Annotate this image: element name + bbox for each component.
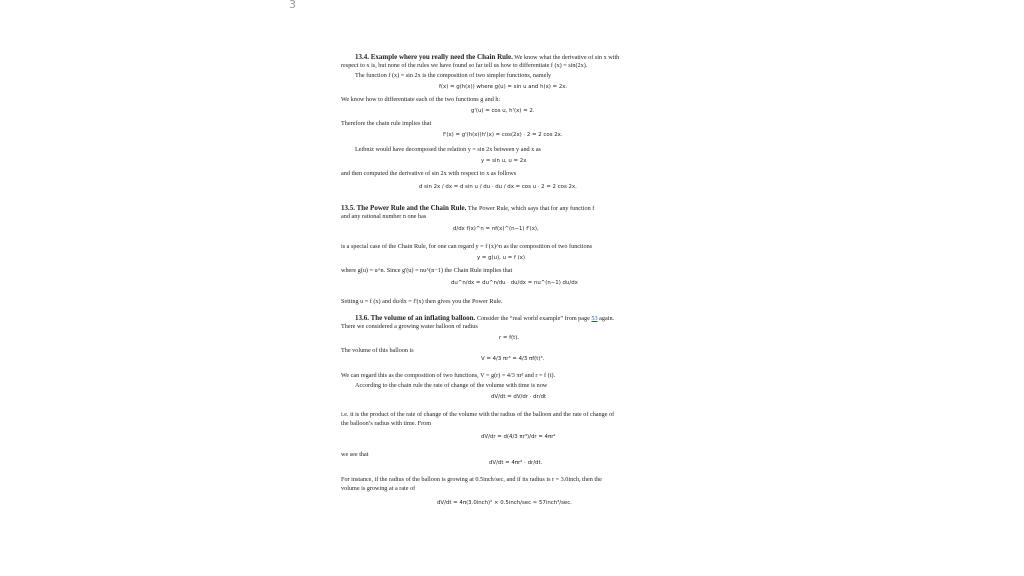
equation: y = g(u), u = f (x) — [477, 255, 525, 261]
text-line: Leibniz would have decomposed the relation y = sin 2x between y and x as — [355, 146, 541, 153]
text-line: is a special case of the Chain Rule, for one can regard y = f (x)^n as the composition of two functions — [341, 243, 593, 250]
equation: f'(x) = g'(h(x))h'(x) = cos(2x) · 2 = 2 cos 2x. — [443, 132, 563, 138]
text-line: According to the chain rule the rate of change of the volume with time is now — [355, 382, 548, 389]
text-line: The function f (x) = sin 2x is the composition of two simpler functions, namely — [355, 72, 552, 79]
text-line: the balloon’s radius with time. From — [341, 420, 432, 427]
section-heading: 13.6. The volume of an inflating balloon. — [355, 314, 476, 322]
page-reference-link[interactable]: 53 — [591, 315, 598, 322]
text-line: We know how to differentiate each of the two functions g and h: — [341, 96, 501, 103]
section-13-5-paragraph — [341, 204, 594, 213]
equation: dV/dt = 4π(3.0inch)² × 0.5inch/sec ≈ 57inch³/sec. — [437, 500, 572, 506]
equation: r = f(t). — [499, 335, 520, 341]
section-heading: 13.5. The Power Rule and the Chain Rule. — [341, 204, 467, 212]
text-line: respect to x is, but none of the rules we have found so far tell us how to differentiate f (x) = sin(2x). — [341, 62, 588, 69]
text-line: Consider the “real world example” from page — [476, 315, 592, 322]
page-number: 3 — [289, 0, 296, 11]
text-line: We can regard this as the composition of two functions, V = g(r) = 4/3 πr³ and r = f (t). — [341, 372, 556, 379]
text-line: and then computed the derivative of sin 2x with respect to x as follows — [341, 170, 517, 177]
text-line: we see that — [341, 451, 369, 458]
section-13-4-paragraph — [355, 53, 619, 62]
equation: V = 4/3 πr³ = 4/3 πf(t)³. — [481, 356, 545, 362]
equation: dV/dt = dV/dr · dr/dt — [491, 394, 547, 400]
text-line: We know what the derivative of sin x with — [514, 54, 620, 61]
text-line: For instance, if the radius of the balloon is growing at 0.5inch/sec, and if its radius is r = 3.0inch, then the — [341, 476, 602, 483]
equation: f(x) = g(h(x)) where g(u) = sin u and h(x) = 2x. — [439, 84, 568, 90]
equation: d/dx f(x)^n = nf(x)^(n−1) f'(x), — [453, 226, 539, 232]
equation: g'(u) = cos u, h'(x) = 2. — [471, 108, 535, 114]
text-line: Setting u = f (x) and du/dx = f'(x) then gives you the Power Rule. — [341, 298, 503, 305]
text-line: again. — [597, 315, 615, 322]
text-line: Therefore the chain rule implies that — [341, 120, 432, 127]
text-line: The Power Rule, which says that for any function f — [467, 205, 595, 212]
text-line: There we considered a growing water balloon of radius — [341, 323, 478, 330]
equation: y = sin u, u = 2x — [481, 158, 527, 164]
text-line: i.e. it is the product of the rate of change of the volume with the radius of the balloon and the rate of change of — [341, 411, 615, 418]
text-line: and any rational number n one has — [341, 213, 427, 220]
section-heading: 13.4. Example where you really need the Chain Rule. — [355, 53, 513, 61]
text-line: where g(u) = u^n. Since g'(u) = nu^(n−1) the Chain Rule implies that — [341, 267, 513, 274]
section-13-6-paragraph — [355, 314, 614, 323]
text-line: The volume of this balloon is — [341, 347, 414, 354]
equation: du^n/dx = du^n/du · du/dx = nu^(n−1) du/dx — [451, 280, 578, 286]
equation: d sin 2x / dx = d sin u / du · du / dx = cos u · 2 = 2 cos 2x. — [419, 184, 577, 190]
equation: dV/dt = 4πr² · dr/dt. — [489, 460, 543, 466]
equation: dV/dr = d(4/3 πr³)/dr = 4πr² — [481, 434, 556, 440]
text-line: volume is growing at a rate of — [341, 485, 416, 492]
